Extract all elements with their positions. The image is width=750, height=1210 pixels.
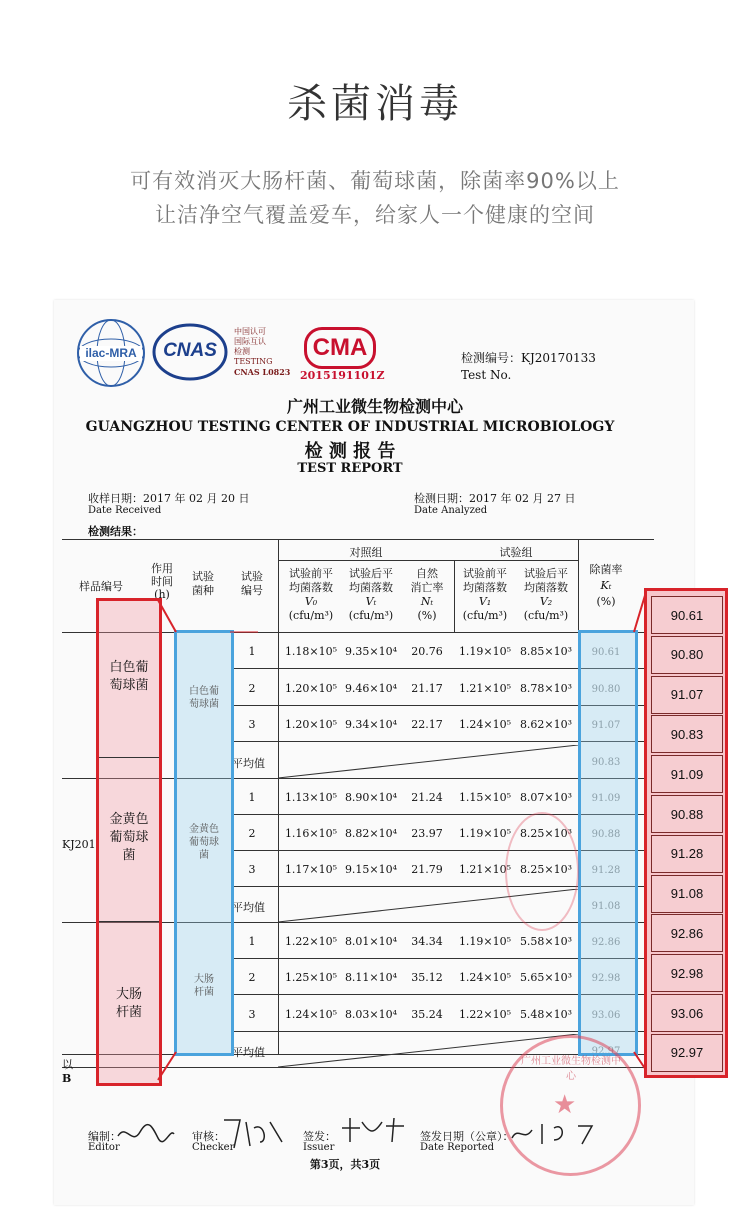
cell-vt: 9.35×10⁴ [344,645,398,658]
header-removal-rate: 除菌率 Kₜ (%) [589,563,623,608]
ilac-logo-text: ilac-MRA [85,346,137,360]
issuer-label: 签发： [303,1130,336,1143]
cell-v2: 8.78×10³ [519,682,573,695]
cell-v2: 8.25×10³ [519,827,573,840]
cell-no: 2 [248,971,256,984]
page-title: 杀菌消毒 [287,81,463,127]
cell-v0: 1.24×10⁵ [284,1008,338,1021]
cell-removal-rate: 90.61 [591,647,621,658]
bacteria-name-2: 金黄色 葡萄球 菌 [109,812,149,863]
cell-v1: 1.19×10⁵ [458,827,512,840]
report-title-en: TEST REPORT [297,461,403,476]
cell-removal-rate: 90.88 [591,829,621,840]
cell-removal-rate: 90.83 [591,757,621,768]
date-handwritten [508,1118,618,1148]
cell-v1: 1.19×10⁵ [458,935,512,948]
cell-nt: 35.12 [411,971,443,984]
cut-text-1: 以 [62,1058,73,1071]
cell-no: 2 [248,682,256,695]
callout-rate-value: 90.88 [651,795,723,833]
cell-v0: 1.16×10⁵ [284,827,338,840]
cell-v2: 8.62×10³ [519,718,573,731]
cell-nt: 21.17 [411,682,443,695]
cell-v0: 1.20×10⁵ [284,682,338,695]
callout-rate-value: 91.28 [651,835,723,873]
removal-rate-callout [644,588,728,1078]
cell-removal-rate: 90.80 [591,684,621,695]
cell-v1: 1.24×10⁵ [458,971,512,984]
org-name-cn: 广州工业微生物检测中心 [286,397,463,416]
header-before-test: 试验前平 均菌落数 V₁ (cfu/m³) [462,567,508,622]
checker-label-en: Checker [192,1142,235,1153]
cell-v2: 5.58×10³ [519,935,573,948]
checker-label: 审核： [192,1130,225,1143]
cell-nt: 23.97 [411,827,443,840]
bacteria-name-1: 白色葡 萄球菌 [109,660,149,693]
header-natural-death: 自然 消亡率 Nₜ (%) [410,567,444,622]
header-control-group: 对照组 [349,546,383,559]
cell-nt: 34.34 [411,935,443,948]
cell-v0: 1.17×10⁵ [284,863,338,876]
cell-v2: 8.25×10³ [519,863,573,876]
header-bacteria: 试验 菌种 [192,570,214,597]
average-label: 平均值 [232,901,265,914]
header-sample-no: 样品编号 [79,580,123,593]
seal-text: 广州工业微生物检测中心 [521,1056,621,1082]
cell-v1: 1.19×10⁵ [458,645,512,658]
cell-v1: 1.15×10⁵ [458,791,512,804]
checker-signature [220,1112,290,1152]
callout-rate-value: 92.97 [651,1034,723,1072]
cnas-text-line: CNAS L0823 [234,367,291,377]
cell-vt: 9.46×10⁴ [344,682,398,695]
editor-signature [116,1118,176,1148]
cell-v1: 1.21×10⁵ [458,682,512,695]
editor-label: 编制： [88,1130,121,1143]
callout-rate-value: 90.83 [651,715,723,753]
cma-number: 2015191101Z [300,369,385,382]
cell-vt: 9.15×10⁴ [344,863,398,876]
page-number: 第3页，共3页 [309,1158,381,1171]
bacteria-blue-2: 金黄色 葡萄球 菌 [189,824,219,861]
date-analyzed-en: Date Analyzed [414,505,488,516]
cell-removal-rate: 92.98 [591,973,621,984]
date-reported-label: 签发日期（公章）： [420,1130,514,1143]
sample-no-value: KJ201 [62,838,96,851]
cell-nt: 20.76 [411,645,443,658]
cell-vt: 8.90×10⁴ [344,791,398,804]
cell-v2: 5.48×10³ [519,1008,573,1021]
header-before-control: 试验前平 均菌落数 V₀ (cfu/m³) [288,567,334,622]
callout-rate-value: 91.08 [651,875,723,913]
cnas-text-line: 国际互认 [234,337,266,346]
cell-no: 1 [248,935,256,948]
cell-v0: 1.18×10⁵ [284,645,338,658]
cell-removal-rate: 91.08 [591,901,621,912]
official-seal [500,1035,641,1176]
issuer-signature [338,1114,408,1146]
issuer-label-en: Issuer [303,1142,335,1153]
cell-v2: 8.07×10³ [519,791,573,804]
results-label: 检测结果： [88,525,143,538]
cell-removal-rate: 91.09 [591,793,621,804]
header-after-test: 试验后平 均菌落数 V₂ (cfu/m³) [523,567,569,622]
seal-star-icon: ★ [553,1090,577,1120]
cell-nt: 22.17 [411,718,443,731]
cell-removal-rate: 91.07 [591,720,621,731]
cnas-text-line: TESTING [234,357,273,366]
cnas-logo-text: CNAS [163,340,217,361]
cell-v1: 1.24×10⁵ [458,718,512,731]
cell-v0: 1.13×10⁵ [284,791,338,804]
bacteria-name-3: 大肠 杆菌 [115,987,142,1020]
cell-no: 2 [248,827,256,840]
callout-rate-value: 92.98 [651,954,723,992]
average-label: 平均值 [232,757,265,770]
average-label: 平均值 [232,1046,265,1059]
header-test-no: 试验 编号 [241,570,263,597]
header-test-group: 试验组 [499,546,533,559]
callout-rate-value: 90.61 [651,596,723,634]
editor-label-en: Editor [88,1142,120,1153]
org-name-en: GUANGZHOU TESTING CENTER OF INDUSTRIAL MICROBIOLOGY [85,419,615,435]
date-analyzed: 检测日期：2017 年 02 月 27 日 [414,492,576,505]
cell-removal-rate: 91.28 [591,865,621,876]
cell-removal-rate: 92.86 [591,937,621,948]
cell-vt: 9.34×10⁴ [344,718,398,731]
cell-vt: 8.01×10⁴ [344,935,398,948]
date-received: 收样日期：2017 年 02 月 20 日 [88,492,250,505]
cell-v1: 1.21×10⁵ [458,863,512,876]
cell-vt: 8.11×10⁴ [344,971,398,984]
cell-no: 1 [248,645,256,658]
date-received-en: Date Received [88,505,162,516]
cnas-text-line: 中国认可 [234,327,266,336]
cell-no: 3 [248,863,256,876]
callout-rate-value: 90.80 [651,636,723,674]
cell-removal-rate: 92.97 [591,1046,621,1057]
cell-vt: 8.82×10⁴ [344,827,398,840]
cell-v2: 5.65×10³ [519,971,573,984]
callout-rate-value: 93.06 [651,994,723,1032]
callout-rate-value: 91.09 [651,755,723,793]
callout-rate-value: 92.86 [651,914,723,952]
cma-logo-mark: CMA [304,327,376,369]
seam-stamp [505,812,579,931]
cut-text-2: B [62,1072,72,1085]
cell-nt: 21.79 [411,863,443,876]
date-reported-label-en: Date Reported [420,1142,495,1153]
cnas-text-line: 检测 [234,347,250,356]
bacteria-blue-1: 白色葡 萄球菌 [189,686,219,710]
subtitle-line-2: 让洁净空气覆盖爱车，给家人一个健康的空间 [155,203,595,227]
cell-no: 1 [248,791,256,804]
report-title-cn: 检 测 报 告 [304,441,396,462]
cell-v1: 1.22×10⁵ [458,1008,512,1021]
cell-nt: 21.24 [411,791,443,804]
subtitle-line-1: 可有效消灭大肠杆菌、葡萄球菌，除菌率90%以上 [130,169,620,193]
cell-v0: 1.20×10⁵ [284,718,338,731]
header-after-control: 试验后平 均菌落数 Vₜ (cfu/m³) [348,567,394,622]
test-number: 检测编号：KJ20170133 [461,351,596,365]
test-number-en: Test No. [461,368,512,382]
callout-rate-value: 91.07 [651,676,723,714]
cell-no: 3 [248,718,256,731]
cell-nt: 35.24 [411,1008,443,1021]
header-effect-time: 作用 时间 (h) [151,562,173,601]
cell-v0: 1.22×10⁵ [284,935,338,948]
cell-no: 3 [248,1008,256,1021]
cell-v0: 1.25×10⁵ [284,971,338,984]
cell-v2: 8.85×10³ [519,645,573,658]
cell-removal-rate: 93.06 [591,1010,621,1021]
cell-vt: 8.03×10⁴ [344,1008,398,1021]
bacteria-blue-3: 大肠 杆菌 [194,974,214,998]
